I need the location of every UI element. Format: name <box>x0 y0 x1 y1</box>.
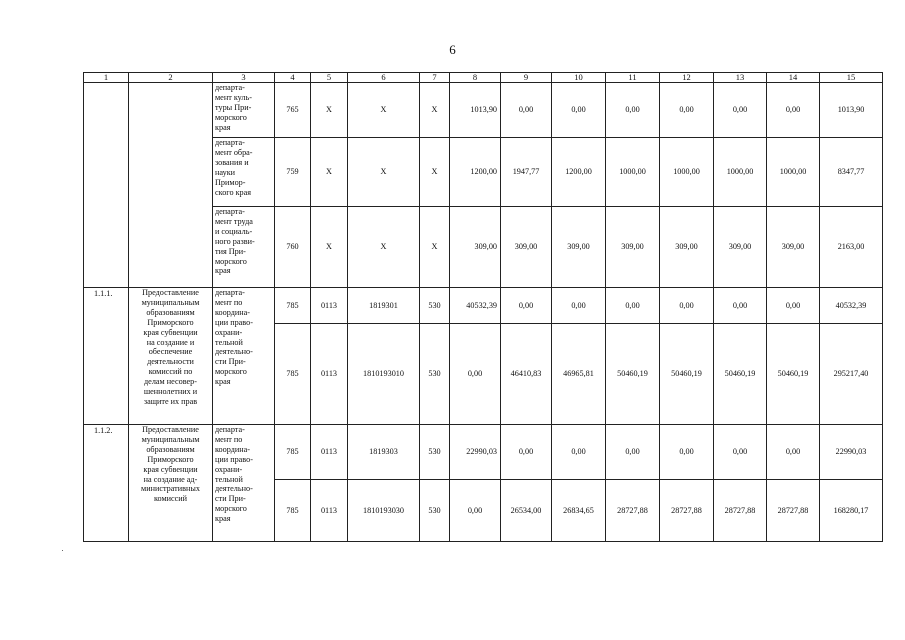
value-cell: 1013,90 <box>820 83 883 138</box>
page-number: 6 <box>449 42 456 57</box>
code-cell: X <box>311 138 348 207</box>
code-cell: 530 <box>420 480 450 542</box>
value-cell: 50460,19 <box>767 324 820 425</box>
value-cell: 309,00 <box>714 207 767 288</box>
value-cell: 1000,00 <box>714 138 767 207</box>
empty-num-cell <box>84 83 129 288</box>
value-cell: 0,00 <box>501 83 552 138</box>
value-cell: 28727,88 <box>767 480 820 542</box>
dept-cell: департа- мент обра- зования и науки Примор- ского края <box>213 138 275 207</box>
table-body <box>84 73 883 542</box>
code-cell: 785 <box>275 324 311 425</box>
dept-cell: департа- мент по координа- ции право- охрани- тельной деятельно- сти При- морского края <box>213 425 275 542</box>
value-cell: 0,00 <box>714 83 767 138</box>
value-cell: 0,00 <box>501 288 552 324</box>
value-cell: 0,00 <box>660 288 714 324</box>
code-cell: 530 <box>420 324 450 425</box>
value-cell: 40532,39 <box>450 288 501 324</box>
value-cell: 50460,19 <box>606 324 660 425</box>
dept-cell: департа- мент куль- туры При- морского края <box>213 83 275 138</box>
code-cell: X <box>311 207 348 288</box>
value-cell: 28727,88 <box>714 480 767 542</box>
column-header: 6 <box>348 73 420 83</box>
code-cell: X <box>420 83 450 138</box>
column-header: 14 <box>767 73 820 83</box>
code-cell: X <box>420 207 450 288</box>
code-cell: 1819303 <box>348 425 420 480</box>
value-cell: 0,00 <box>767 425 820 480</box>
value-cell: 0,00 <box>767 83 820 138</box>
code-cell: X <box>420 138 450 207</box>
value-cell: 0,00 <box>606 83 660 138</box>
value-cell: 26834,65 <box>552 480 606 542</box>
value-cell: 28727,88 <box>660 480 714 542</box>
value-cell: 28727,88 <box>606 480 660 542</box>
item-description: Предоставление муниципальным образованиям Приморского края субвенции на создание и обеспечение деятельности комиссий по делам несовер- шеннолетних и защите их прав <box>129 288 213 425</box>
scan-speck <box>62 550 63 551</box>
code-cell: X <box>311 83 348 138</box>
value-cell: 309,00 <box>501 207 552 288</box>
value-cell: 1200,00 <box>552 138 606 207</box>
code-cell: 759 <box>275 138 311 207</box>
code-cell: 0113 <box>311 288 348 324</box>
code-cell: 0113 <box>311 324 348 425</box>
value-cell: 1947,77 <box>501 138 552 207</box>
column-header: 2 <box>129 73 213 83</box>
item-description: Предоставление муниципальным образованиям Приморского края субвенции на создание ад- министративных комиссий <box>129 425 213 542</box>
empty-desc-cell <box>129 83 213 288</box>
value-cell: 309,00 <box>767 207 820 288</box>
value-cell: 22990,03 <box>450 425 501 480</box>
value-cell: 1000,00 <box>660 138 714 207</box>
value-cell: 1000,00 <box>606 138 660 207</box>
value-cell: 0,00 <box>450 480 501 542</box>
column-header: 1 <box>84 73 129 83</box>
code-cell: 760 <box>275 207 311 288</box>
code-cell: 1819301 <box>348 288 420 324</box>
table-row <box>84 288 883 324</box>
code-cell: 530 <box>420 288 450 324</box>
value-cell: 295217,40 <box>820 324 883 425</box>
column-header: 4 <box>275 73 311 83</box>
value-cell: 0,00 <box>714 425 767 480</box>
column-header: 12 <box>660 73 714 83</box>
column-header: 13 <box>714 73 767 83</box>
value-cell: 309,00 <box>450 207 501 288</box>
budget-table <box>83 72 883 542</box>
value-cell: 40532,39 <box>820 288 883 324</box>
value-cell: 50460,19 <box>660 324 714 425</box>
code-cell: 785 <box>275 288 311 324</box>
value-cell: 0,00 <box>767 288 820 324</box>
value-cell: 0,00 <box>552 288 606 324</box>
value-cell: 1000,00 <box>767 138 820 207</box>
value-cell: 26534,00 <box>501 480 552 542</box>
column-header: 7 <box>420 73 450 83</box>
value-cell: 46410,83 <box>501 324 552 425</box>
value-cell: 309,00 <box>606 207 660 288</box>
code-cell: 785 <box>275 425 311 480</box>
code-cell: X <box>348 83 420 138</box>
value-cell: 0,00 <box>660 83 714 138</box>
value-cell: 1200,00 <box>450 138 501 207</box>
table-row <box>84 83 883 138</box>
code-cell: 1810193030 <box>348 480 420 542</box>
dept-cell: департа- мент по координа- ции право- охрани- тельной деятельно- сти При- морского края <box>213 288 275 425</box>
code-cell: 1810193010 <box>348 324 420 425</box>
value-cell: 309,00 <box>660 207 714 288</box>
code-cell: 0113 <box>311 480 348 542</box>
column-header: 9 <box>501 73 552 83</box>
code-cell: X <box>348 138 420 207</box>
column-header: 8 <box>450 73 501 83</box>
column-header: 5 <box>311 73 348 83</box>
header-row <box>84 73 883 83</box>
table-row <box>84 425 883 480</box>
item-number: 1.1.2. <box>84 425 129 542</box>
value-cell: 0,00 <box>606 425 660 480</box>
code-cell: X <box>348 207 420 288</box>
column-header: 15 <box>820 73 883 83</box>
value-cell: 0,00 <box>501 425 552 480</box>
code-cell: 785 <box>275 480 311 542</box>
code-cell: 530 <box>420 425 450 480</box>
code-cell: 765 <box>275 83 311 138</box>
value-cell: 0,00 <box>450 324 501 425</box>
code-cell: 0113 <box>311 425 348 480</box>
dept-cell: департа- мент труда и социаль- ного разви- тия При- морского края <box>213 207 275 288</box>
column-header: 10 <box>552 73 606 83</box>
value-cell: 22990,03 <box>820 425 883 480</box>
value-cell: 168280,17 <box>820 480 883 542</box>
value-cell: 1013,90 <box>450 83 501 138</box>
column-header: 11 <box>606 73 660 83</box>
value-cell: 0,00 <box>606 288 660 324</box>
value-cell: 0,00 <box>552 83 606 138</box>
value-cell: 8347,77 <box>820 138 883 207</box>
value-cell: 50460,19 <box>714 324 767 425</box>
value-cell: 0,00 <box>552 425 606 480</box>
value-cell: 0,00 <box>714 288 767 324</box>
column-header: 3 <box>213 73 275 83</box>
value-cell: 46965,81 <box>552 324 606 425</box>
item-number: 1.1.1. <box>84 288 129 425</box>
value-cell: 0,00 <box>660 425 714 480</box>
value-cell: 2163,00 <box>820 207 883 288</box>
value-cell: 309,00 <box>552 207 606 288</box>
